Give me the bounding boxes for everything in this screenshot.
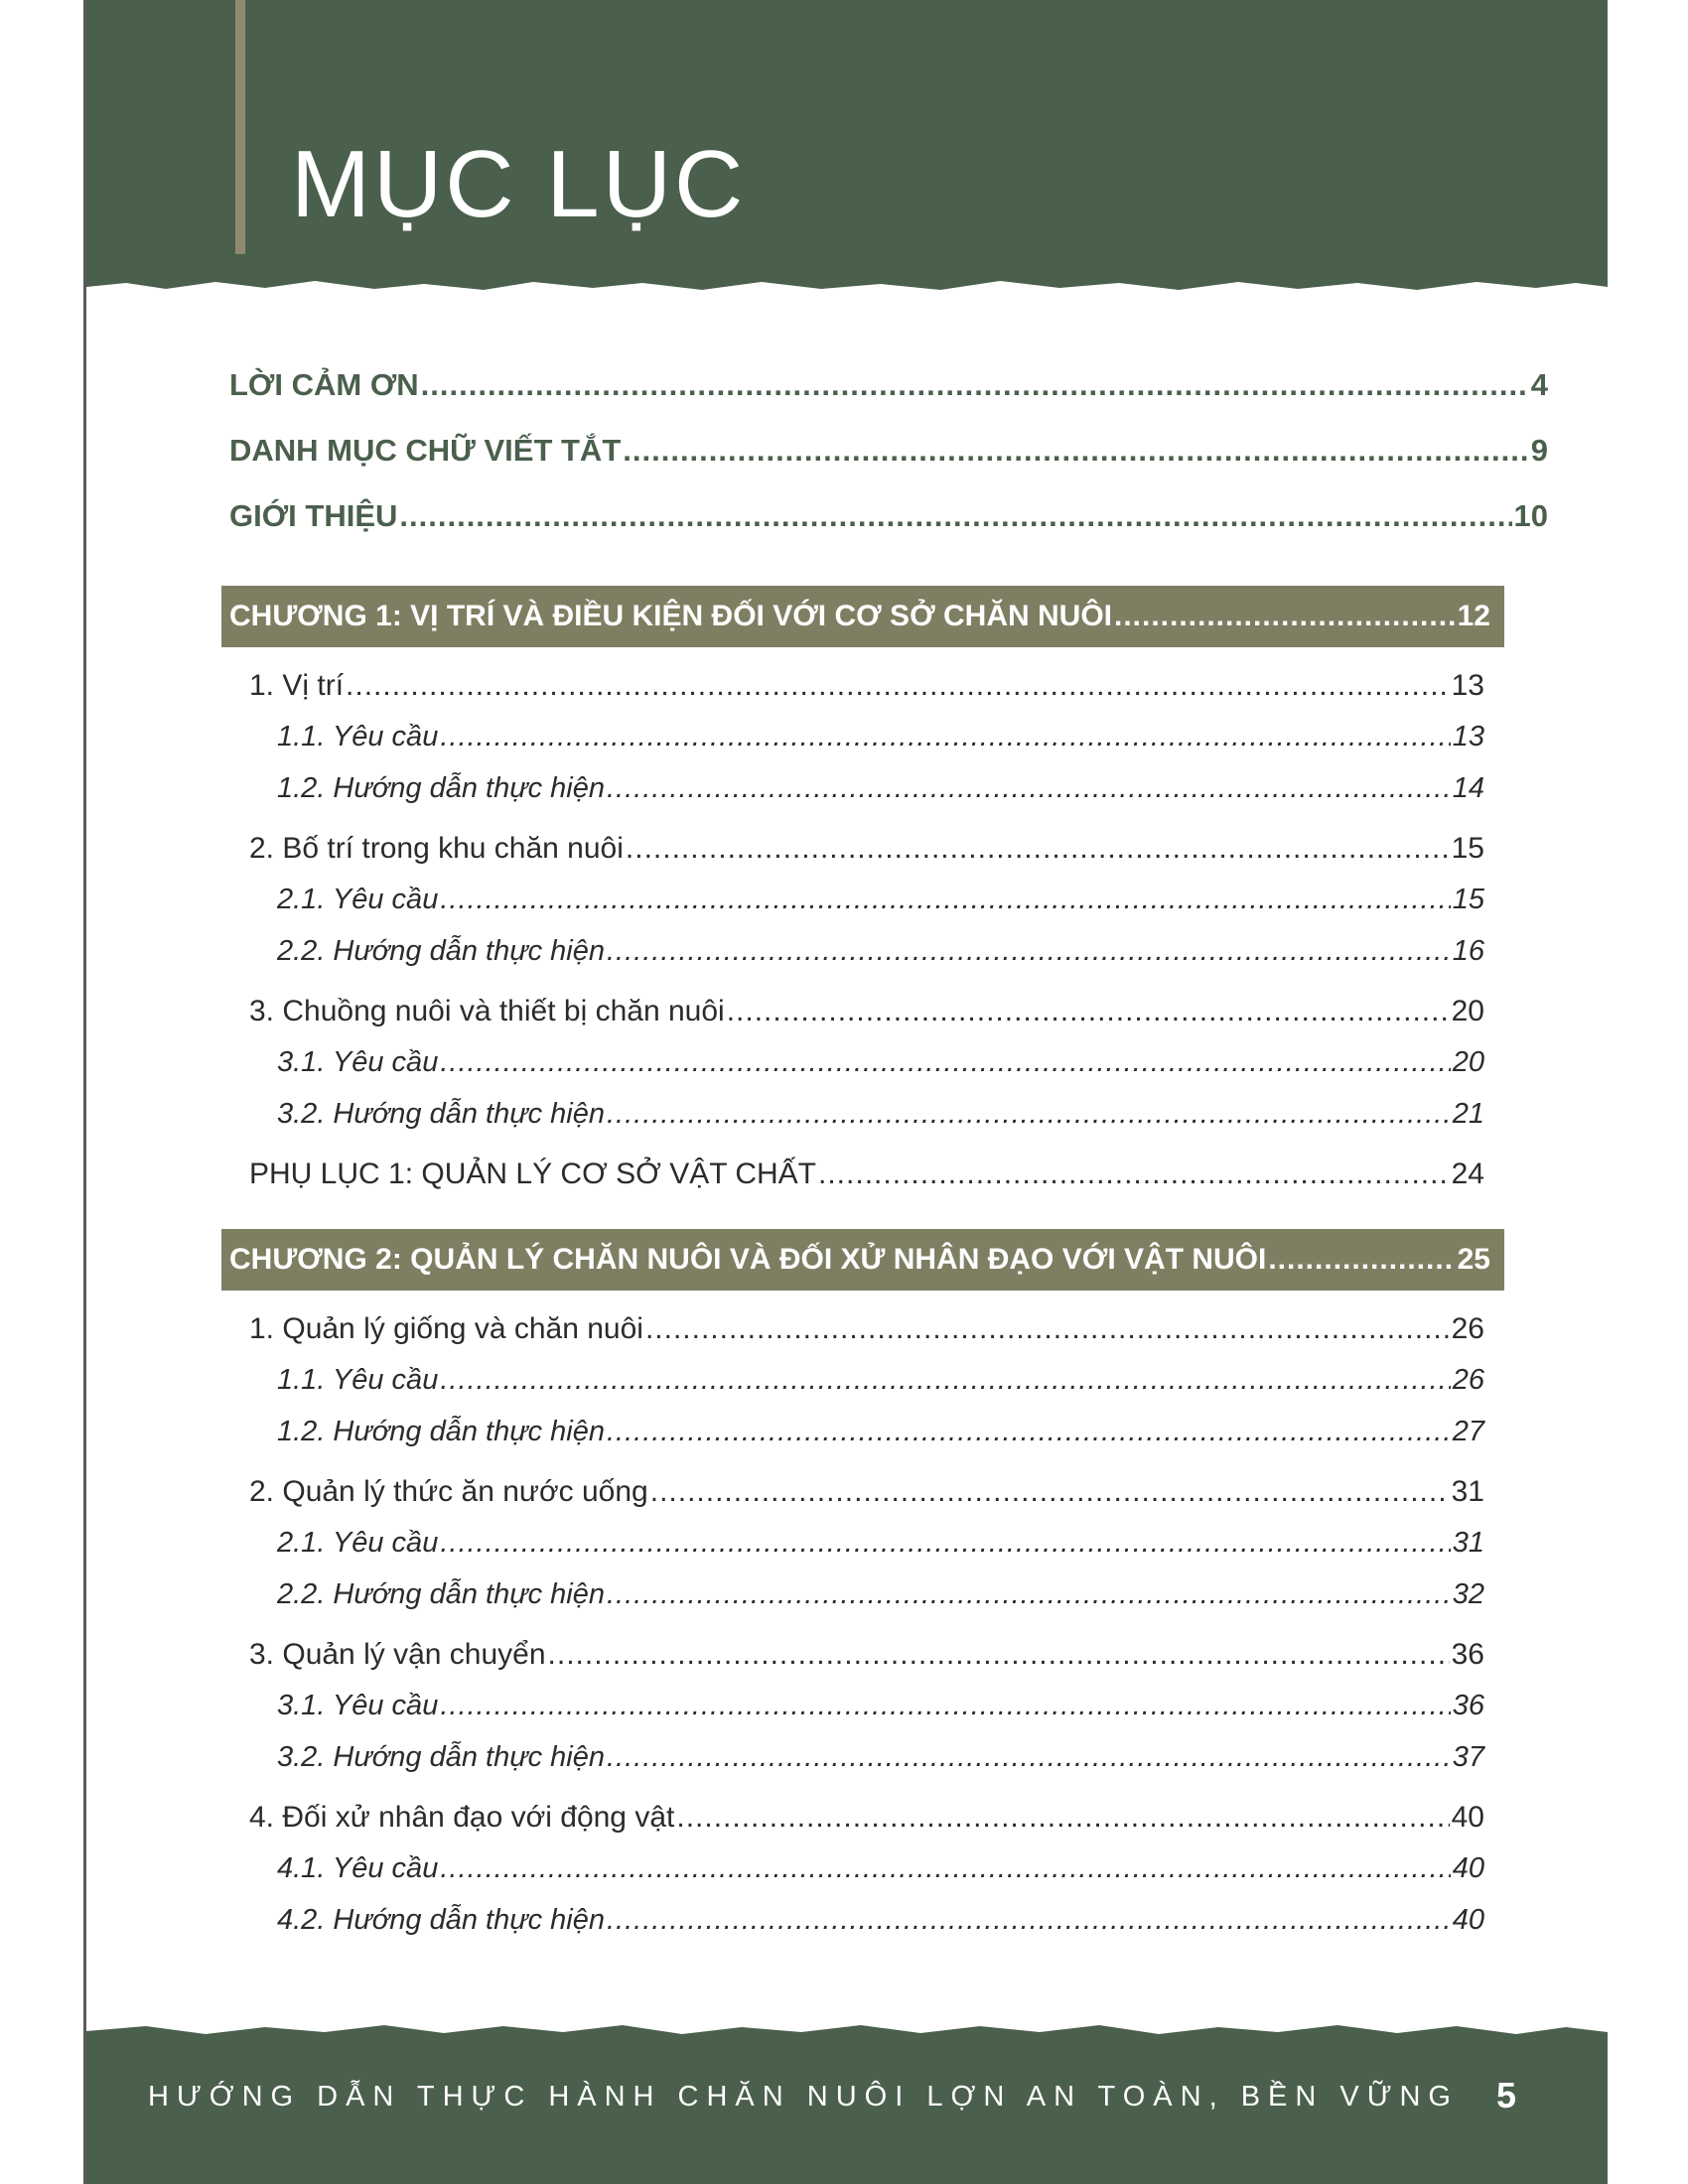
toc-section[interactable] xyxy=(249,1475,1484,1519)
dot-leader xyxy=(440,1852,1450,1885)
toc-subsection[interactable] xyxy=(277,1741,1484,1783)
toc-section-page: 36 xyxy=(1451,1638,1484,1671)
toc-subsection-label: 3.2. Hướng dẫn thực hiện xyxy=(277,1098,605,1130)
toc-section-page: 20 xyxy=(1451,995,1484,1027)
toc-section-appendix[interactable] xyxy=(249,1158,1484,1201)
toc-section[interactable] xyxy=(249,995,1484,1038)
dot-leader xyxy=(440,721,1450,753)
toc-section-label: 2. Bố trí trong khu chăn nuôi xyxy=(249,832,624,865)
dot-leader xyxy=(399,498,1511,534)
toc-subsection[interactable] xyxy=(277,1690,1484,1731)
toc-subsection[interactable] xyxy=(277,721,1484,762)
toc-section-page: 31 xyxy=(1451,1475,1484,1508)
toc-section-page: 40 xyxy=(1451,1801,1484,1834)
toc-subsection-page: 36 xyxy=(1452,1690,1484,1721)
toc-subsection[interactable] xyxy=(277,1904,1484,1946)
toc-section-page: 26 xyxy=(1451,1312,1484,1345)
toc-subsection-page: 32 xyxy=(1452,1578,1484,1610)
header-banner xyxy=(86,0,1608,298)
toc-section-label: 4. Đối xử nhân đạo với động vật xyxy=(249,1801,675,1834)
toc-subsection-page: 20 xyxy=(1452,1046,1484,1078)
toc-section[interactable] xyxy=(249,1638,1484,1682)
dot-leader xyxy=(548,1638,1450,1672)
toc-subsection-page: 26 xyxy=(1452,1364,1484,1396)
toc-section[interactable] xyxy=(249,1801,1484,1844)
toc-subsection-label: 3.1. Yêu cầu xyxy=(277,1046,439,1078)
toc-subsection-page: 14 xyxy=(1452,772,1484,804)
page-title: MỤC LỤC xyxy=(291,131,747,237)
toc-subsection[interactable] xyxy=(277,935,1484,977)
toc-section-label: 1. Quản lý giống và chăn nuôi xyxy=(249,1312,643,1345)
header-accent-bar xyxy=(235,0,245,254)
toc-subsection-label: 1.1. Yêu cầu xyxy=(277,1364,439,1396)
dot-leader xyxy=(1114,600,1456,633)
toc-subsection-page: 37 xyxy=(1452,1741,1484,1773)
toc-subsection-label: 3.1. Yêu cầu xyxy=(277,1690,439,1721)
dot-leader xyxy=(607,1904,1451,1937)
toc-subsection[interactable] xyxy=(277,1364,1484,1406)
toc-subsection-page: 40 xyxy=(1452,1852,1484,1884)
dot-leader xyxy=(607,935,1451,968)
dot-leader xyxy=(607,1741,1451,1774)
toc-subsection[interactable] xyxy=(277,1527,1484,1569)
dot-leader xyxy=(727,995,1450,1028)
toc-subsection[interactable] xyxy=(277,1046,1484,1088)
toc-chapter-label: CHƯƠNG 1: VỊ TRÍ VÀ ĐIỀU KIỆN ĐỐI VỚI CƠ SỞ CHĂN NUÔI xyxy=(229,600,1112,632)
toc-subsection[interactable] xyxy=(277,1852,1484,1894)
toc-entry-page: 9 xyxy=(1530,433,1548,468)
toc-subsection-label: 1.1. Yêu cầu xyxy=(277,721,439,752)
toc-subsection-page: 31 xyxy=(1452,1527,1484,1559)
toc-entry-gioi-thieu[interactable] xyxy=(229,498,1548,542)
dot-leader xyxy=(440,1046,1450,1079)
dot-leader xyxy=(440,1690,1450,1722)
dot-leader xyxy=(440,1364,1450,1397)
dot-leader xyxy=(818,1158,1450,1191)
toc-subsection-label: 3.2. Hướng dẫn thực hiện xyxy=(277,1741,605,1773)
dot-leader xyxy=(440,1527,1450,1560)
dot-leader xyxy=(650,1475,1450,1509)
footer-page-number: 5 xyxy=(1495,2075,1516,2116)
toc-subsection-label: 1.2. Hướng dẫn thực hiện xyxy=(277,772,605,804)
dot-leader xyxy=(626,832,1450,866)
dot-leader xyxy=(607,1416,1451,1448)
toc-chapter-label: CHƯƠNG 2: QUẢN LÝ CHĂN NUÔI VÀ ĐỐI XỬ NHÂN ĐẠO VỚI VẬT NUÔI xyxy=(229,1243,1267,1276)
dot-leader xyxy=(346,669,1450,703)
toc-section[interactable] xyxy=(249,669,1484,713)
toc-subsection-page: 15 xyxy=(1452,884,1484,915)
toc-subsection-label: 2.2. Hướng dẫn thực hiện xyxy=(277,935,605,967)
toc-subsection[interactable] xyxy=(277,1578,1484,1620)
toc-entry-page: 10 xyxy=(1513,498,1548,533)
toc-subsection-page: 16 xyxy=(1452,935,1484,967)
toc-subsection-label: 2.1. Yêu cầu xyxy=(277,884,439,915)
toc-section[interactable] xyxy=(249,1312,1484,1356)
dot-leader xyxy=(676,1801,1449,1835)
toc-section-label: PHỤ LỤC 1: QUẢN LÝ CƠ SỞ VẬT CHẤT xyxy=(249,1158,817,1190)
torn-edge-bottom xyxy=(86,2020,1608,2042)
toc-section-label: 1. Vị trí xyxy=(249,669,345,702)
toc-section[interactable] xyxy=(249,832,1484,876)
dot-leader xyxy=(607,1098,1451,1131)
dot-leader xyxy=(607,1578,1451,1611)
toc-subsection-label: 4.1. Yêu cầu xyxy=(277,1852,439,1884)
dot-leader xyxy=(645,1312,1450,1346)
toc-entry-label: GIỚI THIỆU xyxy=(229,498,398,533)
toc-chapter-page: 25 xyxy=(1457,1243,1490,1276)
footer-book-title: HƯỚNG DẪN THỰC HÀNH CHĂN NUÔI LỢN AN TOÀN, BỀN VỮNG xyxy=(148,2081,1459,2113)
toc-section-label: 3. Quản lý vận chuyển xyxy=(249,1638,546,1671)
toc-subsection[interactable] xyxy=(277,884,1484,925)
toc-section-label: 3. Chuồng nuôi và thiết bị chăn nuôi xyxy=(249,995,725,1027)
dot-leader xyxy=(1268,1243,1455,1277)
toc-subsection-label: 2.2. Hướng dẫn thực hiện xyxy=(277,1578,605,1610)
toc-chapter-1[interactable] xyxy=(221,586,1504,647)
toc-section-label: 2. Quản lý thức ăn nước uống xyxy=(249,1475,648,1508)
toc-subsection[interactable] xyxy=(277,1416,1484,1457)
dot-leader xyxy=(421,367,1529,403)
toc-section-page: 15 xyxy=(1451,832,1484,865)
toc-chapter-2[interactable] xyxy=(221,1229,1504,1291)
dot-leader xyxy=(623,433,1528,469)
toc-entry-danh-muc[interactable] xyxy=(229,433,1548,477)
toc-chapter-page: 12 xyxy=(1457,600,1490,632)
toc-subsection-label: 1.2. Hướng dẫn thực hiện xyxy=(277,1416,605,1447)
toc-subsection-page: 13 xyxy=(1452,721,1484,752)
toc-subsection-page: 40 xyxy=(1452,1904,1484,1936)
footer-banner xyxy=(86,2021,1608,2184)
dot-leader xyxy=(607,772,1451,805)
toc-section-page: 13 xyxy=(1451,669,1484,702)
toc-subsection[interactable] xyxy=(277,1098,1484,1140)
page xyxy=(83,0,1608,2184)
toc-entry-loi-cam-on[interactable] xyxy=(229,367,1548,411)
toc-entry-label: LỜI CẢM ƠN xyxy=(229,367,419,402)
toc-section-page: 24 xyxy=(1451,1158,1484,1190)
toc-subsection-label: 4.2. Hướng dẫn thực hiện xyxy=(277,1904,605,1936)
toc-entry-label: DANH MỤC CHỮ VIẾT TẮT xyxy=(229,433,622,468)
toc-entry-page: 4 xyxy=(1530,367,1548,402)
toc-subsection[interactable] xyxy=(277,772,1484,814)
torn-edge-top xyxy=(86,277,1608,299)
toc-subsection-page: 21 xyxy=(1452,1098,1484,1130)
dot-leader xyxy=(440,884,1450,916)
toc-subsection-label: 2.1. Yêu cầu xyxy=(277,1527,439,1559)
toc-subsection-page: 27 xyxy=(1452,1416,1484,1447)
